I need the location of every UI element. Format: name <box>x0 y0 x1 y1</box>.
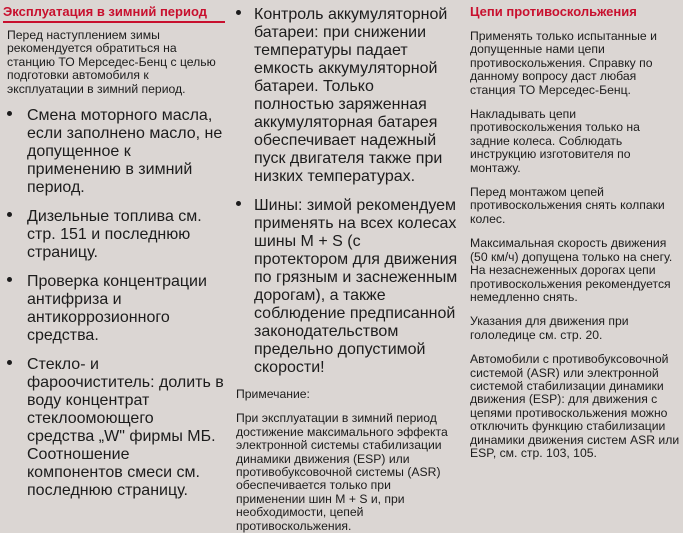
list-item-text: Стекло- и фароочиститель: долить в воду концентрат стеклоомоющего средства „W" фирмы МБ. Соотношение компонентов смеси см. последнюю страницу. <box>27 356 224 500</box>
chains-paragraph: Максимальная скорость движения (50 км/ч) допущена только на снегу. На незаснеженных дорогах цепи противоскольжения рекомендуется немедленно снять. <box>470 236 673 304</box>
section-heading-winter: Эксплуатация в зимний период <box>3 4 225 23</box>
list-item <box>232 6 458 186</box>
bullet-icon <box>7 212 12 217</box>
bullet-icon <box>7 360 12 365</box>
chains-paragraph: Применять только испытанные и допущенные нами цепи противоскольжения. Справку по данному вопросу даст любая станция ТО Мерседес-Бенц. <box>470 29 657 97</box>
bullet-icon <box>236 201 241 206</box>
note-paragraph: При эксплуатации в зимний период достижение максимального эффекта электронной системы стабилизации динамики движения (ESP) или противобуксовочной системы (ASR) обеспечивается только при применении шин M + S и, при необходимости, цепей противоскольжения. <box>236 411 448 533</box>
winter-checklist <box>3 107 225 500</box>
note-label: Примечание: <box>236 387 310 401</box>
list-item-text: Контроль аккумуляторной батареи: при снижении температуры падает емкость аккумуляторной батареи. Только полностью заряженная аккумуляторная батарея обеспечивает надежный пуск двигателя также при низких температурах. <box>254 6 448 185</box>
list-item <box>3 273 225 345</box>
section-heading-snow-chains: Цепи противоскольжения <box>470 4 637 19</box>
bullet-icon <box>7 111 12 116</box>
list-item-text: Проверка концентрации антифриза и антикоррозионного средства. <box>27 273 207 345</box>
chains-paragraph: Автомобили с противобуксовочной системой (ASR) или электронной системой стабилизации динамики движения (ESP): для движения с цепями противоскольжения можно отключить функцию стабилизации динамики движения систем ASR или ESP, см. стр. 103, 105. <box>470 352 680 460</box>
list-item-text: Смена моторного масла, если заполнено масло, не допущенное к применению в зимний период. <box>27 107 223 197</box>
column-winter-continued <box>232 6 458 533</box>
list-item <box>3 356 225 500</box>
winter-intro-paragraph: Перед наступлением зимы рекомендуется обратиться на станцию ТО Мерседес-Бенц с целью подготовки автомобиля к эксплуатации в зимний период. <box>7 28 216 96</box>
bullet-icon <box>7 277 12 282</box>
list-item-text: Шины: зимой рекомендуем применять на всех колесах шины M + S (с протектором для движения по грязным и заснеженным дорогам), а также соблюдение предписанной законодательством предельно допустимой скорости! <box>254 197 458 376</box>
chains-paragraph: Указания для движения при гололедице см. стр. 20. <box>470 314 629 342</box>
list-item <box>3 107 225 197</box>
list-item <box>232 197 458 377</box>
list-item <box>3 208 225 262</box>
list-item-text: Дизельные топлива см. стр. 151 и последнюю страницу. <box>27 208 202 262</box>
chains-paragraph: Накладывать цепи противоскольжения только на задние колеса. Соблюдать инструкцию изготовителя по монтажу. <box>470 107 640 175</box>
bullet-icon <box>236 10 241 15</box>
chains-paragraph: Перед монтажом цепей противоскольжения снять колпаки колес. <box>470 185 665 226</box>
column-snow-chains <box>466 0 681 460</box>
column-winter-operation <box>3 0 225 500</box>
winter-checklist-continued <box>232 6 458 377</box>
